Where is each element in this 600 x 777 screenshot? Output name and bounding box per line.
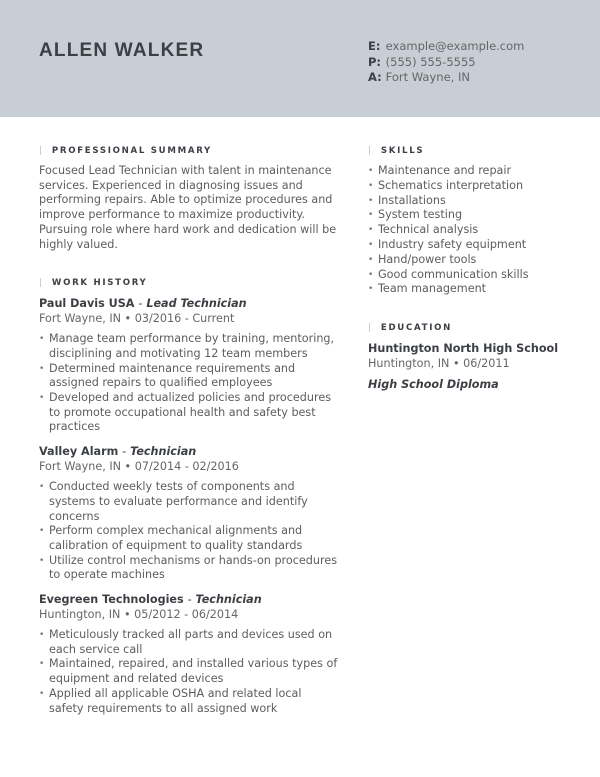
work-history-section	[39, 278, 339, 716]
job-entry	[39, 444, 339, 583]
section-heading: | EDUCATION	[368, 323, 453, 334]
job-bullet: • Manage team performance by training, mentoring, disciplining and motivating 12 team members	[39, 332, 339, 361]
job-entry	[39, 592, 339, 716]
skill-item: • Hand/power tools	[368, 253, 568, 268]
contact-address: A: Fort Wayne, IN	[368, 70, 470, 84]
job-meta: Fort Wayne, IN • 07/2014 - 02/2016	[39, 460, 239, 474]
education-section	[368, 323, 568, 391]
skill-item: • Industry safety equipment	[368, 238, 568, 253]
job-bullet: • Applied all applicable OSHA and related local safety requirements to all assigned work	[39, 687, 339, 716]
job-meta: Fort Wayne, IN • 03/2016 - Current	[39, 312, 235, 326]
left-column	[39, 146, 339, 742]
skill-item: • Maintenance and repair	[368, 164, 568, 179]
job-bullet: • Meticulously tracked all parts and devices used on each service call	[39, 628, 339, 657]
job-bullet: • Conducted weekly tests of components and systems to evaluate performance and identify concerns	[39, 480, 339, 524]
candidate-name: ALLEN WALKER	[39, 40, 205, 61]
right-column	[368, 146, 568, 417]
section-heading: | SKILLS	[368, 146, 425, 156]
skill-item: • Team management	[368, 282, 568, 297]
job-bullet: • Maintained, repaired, and installed various types of equipment and related devices	[39, 657, 339, 686]
skill-item: • Technical analysis	[368, 223, 568, 238]
job-meta: Huntington, IN • 05/2012 - 06/2014	[39, 608, 239, 622]
contact-email: E: example@example.com	[368, 39, 525, 53]
school-name: Huntington North High School	[368, 342, 559, 356]
job-bullet: • Perform complex mechanical alignments and calibration of equipment to quality standards	[39, 524, 339, 553]
job-entry	[39, 296, 339, 435]
skill-item: • Good communication skills	[368, 268, 568, 283]
contact-phone: P: (555) 555-5555	[368, 54, 476, 69]
skill-item: • Installations	[368, 194, 568, 209]
summary-section	[39, 146, 339, 252]
skill-item: • Schematics interpretation	[368, 179, 568, 194]
job-title: Paul Davis USA - Lead Technician	[39, 297, 247, 311]
school-meta: Huntington, IN • 06/2011	[368, 357, 510, 371]
skills-section	[368, 146, 568, 297]
contact-info	[368, 39, 524, 86]
job-title: Valley Alarm - Technician	[39, 445, 197, 459]
job-bullet: • Utilize control mechanisms or hands-on procedures to operate machines	[39, 554, 339, 583]
degree: High School Diploma	[368, 378, 499, 392]
header-band	[0, 0, 600, 117]
job-bullet: • Developed and actualized policies and procedures to promote occupational health and safety best practices	[39, 391, 339, 435]
job-title: Evegreen Technologies - Technician	[39, 593, 262, 607]
skill-item: • System testing	[368, 208, 568, 223]
section-heading: | WORK HISTORY	[39, 278, 148, 289]
job-bullet: • Determined maintenance requirements and assigned repairs to qualified employees	[39, 362, 339, 391]
summary-text: Focused Lead Technician with talent in maintenance services. Experienced in diagnosing issues and performing repairs. Able to optimize procedures and improve performance to maximize productivity. Pursuing role where hard work and dedication will be highly valued.	[39, 164, 337, 251]
section-heading: | PROFESSIONAL SUMMARY	[39, 146, 212, 156]
